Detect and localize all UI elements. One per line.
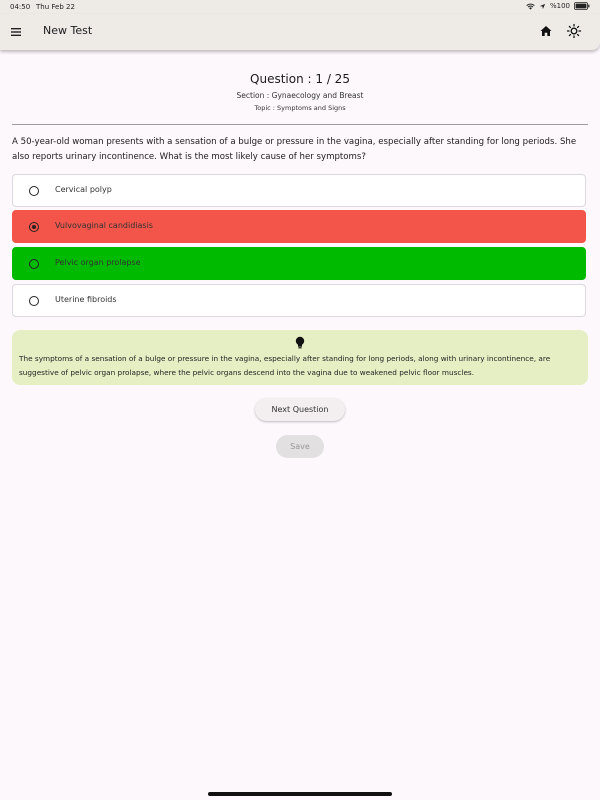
status-time: 04:50 <box>10 3 31 11</box>
status-date: Thu Feb 22 <box>36 3 75 11</box>
option-cervical-polyp[interactable] <box>12 174 586 207</box>
battery-percent: %100 <box>549 2 570 10</box>
lightbulb-icon <box>295 335 305 349</box>
radio-button[interactable] <box>29 186 39 196</box>
radio-button[interactable] <box>29 296 39 306</box>
option-pelvic-organ-prolapse[interactable] <box>12 247 586 280</box>
status-right <box>526 2 590 10</box>
option-label: Cervical polyp <box>55 185 112 194</box>
option-uterine-fibroids[interactable] <box>12 284 586 317</box>
battery-icon <box>574 2 590 10</box>
radio-button[interactable] <box>29 259 39 269</box>
option-vulvovaginal-candidiasis[interactable] <box>12 210 586 243</box>
home-icon[interactable] <box>538 23 554 39</box>
explanation-text: The symptoms of a sensation of a bulge or pressure in the vagina, especially after standing for long periods, along with urinary incontinence, are suggestive of pelvic organ prolapse, where the pelvic organs descend into the vagina due to weakened pelvic floor muscles. <box>19 354 551 377</box>
home-indicator[interactable] <box>208 792 392 796</box>
explanation-card <box>12 330 588 385</box>
next-question-button[interactable]: Next Question <box>255 398 345 421</box>
save-button[interactable]: Save <box>276 435 324 458</box>
section-label: Section : Gynaecology and Breast <box>236 91 364 100</box>
topic-label: Topic : Symptoms and Signs <box>254 104 346 112</box>
status-bar <box>0 0 600 14</box>
location-icon <box>539 3 546 10</box>
question-header <box>0 72 600 112</box>
hamburger-menu-icon[interactable] <box>9 24 23 38</box>
page-title: New Test <box>43 24 93 37</box>
sun-icon[interactable] <box>566 23 582 39</box>
radio-button-selected[interactable] <box>29 222 39 232</box>
option-label: Vulvovaginal candidiasis <box>55 221 153 230</box>
wifi-icon <box>526 3 535 10</box>
header-divider <box>12 124 588 125</box>
question-text: A 50-year-old woman presents with a sensation of a bulge or pressure in the vagina, especially after standing for long periods. She also reports urinary incontinence. What is the most likely cause of her symptoms? <box>12 137 577 162</box>
option-label: Pelvic organ prolapse <box>55 258 141 267</box>
option-label: Uterine fibroids <box>55 295 117 304</box>
question-counter: Question : 1 / 25 <box>250 72 350 86</box>
app-bar <box>0 14 600 50</box>
